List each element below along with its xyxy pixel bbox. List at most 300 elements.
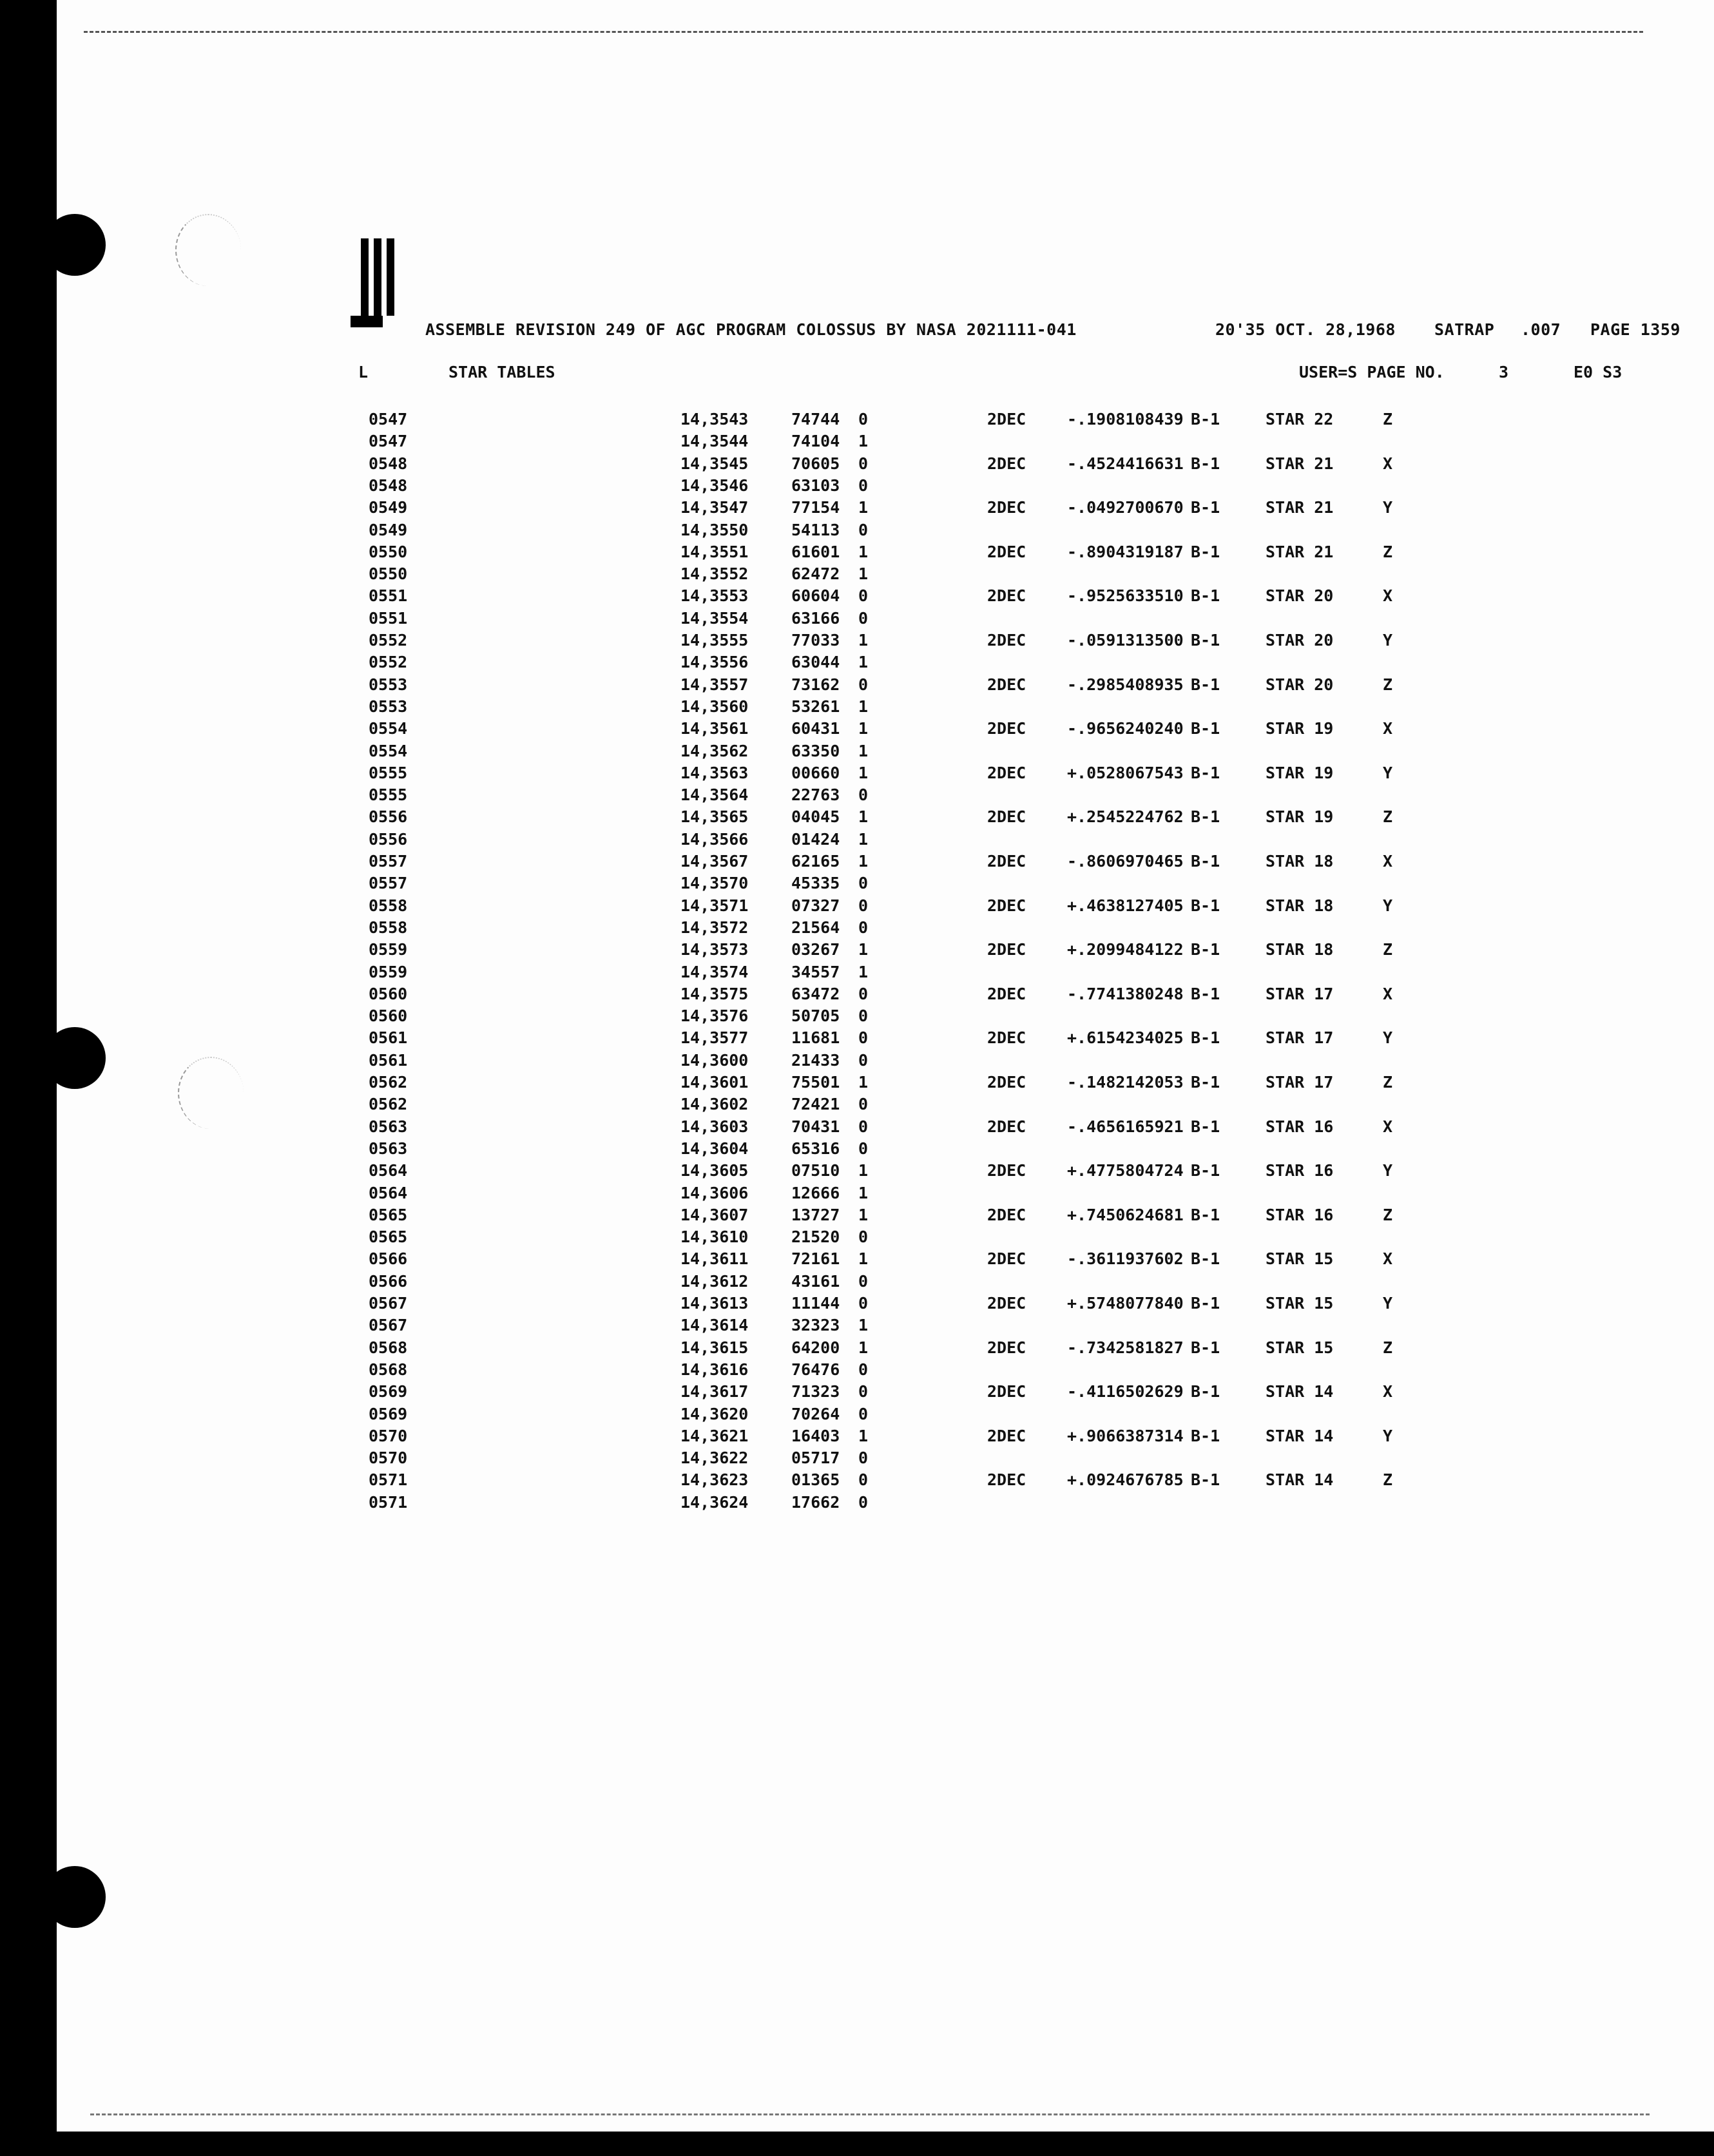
operand-value: +.6154234025 (1067, 1028, 1184, 1048)
axis-label: Y (1383, 896, 1393, 915)
operand-value: +.7450624681 (1067, 1205, 1184, 1224)
table-row (0, 963, 1714, 985)
table-row (0, 1117, 1714, 1139)
scale-factor: B-1 (1191, 1382, 1220, 1401)
parity-bit: 0 (858, 1050, 869, 1070)
line-number: 0551 (369, 608, 408, 628)
star-label: STAR 21 (1266, 454, 1334, 473)
scale-factor: B-1 (1191, 454, 1220, 473)
scale-factor: B-1 (1191, 852, 1220, 871)
bank-address: 14,3571 (680, 896, 749, 915)
operand-value: -.0591313500 (1067, 631, 1184, 650)
axis-label: X (1383, 852, 1393, 871)
table-row (0, 543, 1714, 564)
user-page-number: 3 (1499, 363, 1509, 381)
parity-bit: 0 (858, 896, 869, 915)
axis-label: Z (1383, 940, 1393, 959)
table-row (0, 697, 1714, 719)
table-row (0, 564, 1714, 586)
octal-word: 54113 (791, 520, 840, 539)
bank-address: 14,3624 (680, 1492, 749, 1512)
bank-address: 14,3564 (680, 785, 749, 805)
table-row (0, 1405, 1714, 1427)
parity-bit: 0 (858, 1227, 869, 1247)
operand-value: -.9525633510 (1067, 586, 1184, 606)
axis-label: Z (1383, 1073, 1393, 1092)
listing-header (425, 320, 1688, 346)
parity-bit: 0 (858, 1449, 869, 1468)
star-label: STAR 20 (1266, 631, 1334, 650)
line-number: 0571 (369, 1492, 408, 1512)
octal-word: 03267 (791, 940, 840, 959)
opcode: 2DEC (987, 1426, 1026, 1445)
star-label: STAR 14 (1266, 1426, 1334, 1445)
bank-address: 14,3601 (680, 1073, 749, 1092)
timestamp: 20'35 OCT. 28,1968 (1215, 320, 1396, 339)
punch-hole-icon (44, 1866, 106, 1928)
line-number: 0568 (369, 1360, 408, 1379)
line-number: 0555 (369, 763, 408, 782)
octal-word: 63472 (791, 984, 840, 1003)
opcode: 2DEC (987, 1338, 1026, 1357)
octal-word: 63103 (791, 476, 840, 495)
octal-word: 74104 (791, 432, 840, 451)
operand-value: -.4116502629 (1067, 1382, 1184, 1401)
table-row (0, 1382, 1714, 1404)
opcode: 2DEC (987, 984, 1026, 1003)
octal-word: 75501 (791, 1073, 840, 1092)
octal-word: 77154 (791, 498, 840, 517)
parity-bit: 1 (858, 807, 869, 827)
section-title: STAR TABLES (448, 363, 555, 381)
bank-address: 14,3620 (680, 1404, 749, 1423)
table-row (0, 742, 1714, 764)
scale-factor: B-1 (1191, 1161, 1220, 1180)
tractor-feed-edge-top (84, 31, 1643, 33)
octal-word: 63044 (791, 653, 840, 672)
axis-label: Z (1383, 410, 1393, 428)
assembly-title: ASSEMBLE REVISION 249 OF AGC PROGRAM COLOSSUS BY NASA 2021111-041 (425, 320, 1077, 339)
bank-address: 14,3573 (680, 940, 749, 959)
table-row (0, 1449, 1714, 1470)
bank-address: 14,3545 (680, 454, 749, 473)
axis-label: X (1383, 984, 1393, 1003)
parity-bit: 1 (858, 1426, 869, 1445)
parity-bit: 1 (858, 564, 869, 584)
line-number: 0563 (369, 1117, 408, 1136)
parity-bit: 1 (858, 1205, 869, 1224)
table-row (0, 1470, 1714, 1492)
line-number: 0569 (369, 1404, 408, 1423)
star-label: STAR 17 (1266, 1028, 1334, 1048)
operand-value: -.7741380248 (1067, 984, 1184, 1003)
octal-word: 11144 (791, 1294, 840, 1313)
bank-address: 14,3562 (680, 741, 749, 760)
octal-word: 72421 (791, 1095, 840, 1114)
opcode: 2DEC (987, 719, 1026, 738)
line-number: 0552 (369, 631, 408, 650)
parity-bit: 0 (858, 1006, 869, 1026)
scale-factor: B-1 (1191, 1426, 1220, 1445)
parity-bit: 1 (858, 432, 869, 451)
table-row (0, 1006, 1714, 1028)
table-row (0, 940, 1714, 962)
line-number: 0548 (369, 476, 408, 495)
octal-word: 74744 (791, 410, 840, 428)
line-number: 0565 (369, 1227, 408, 1247)
table-row (0, 785, 1714, 807)
table-row (0, 498, 1714, 520)
scale-factor: B-1 (1191, 586, 1220, 606)
bank-address: 14,3543 (680, 410, 749, 428)
axis-label: X (1383, 586, 1393, 606)
table-row (0, 631, 1714, 653)
line-number: 0570 (369, 1426, 408, 1445)
table-row (0, 410, 1714, 432)
line-number: 0555 (369, 785, 408, 805)
parity-bit: 1 (858, 631, 869, 650)
line-number: 0547 (369, 432, 408, 451)
user-page-label: USER=S PAGE NO. (1299, 363, 1445, 381)
octal-word: 77033 (791, 631, 840, 650)
operand-value: +.5748077840 (1067, 1294, 1184, 1313)
table-row (0, 1249, 1714, 1271)
octal-word: 64200 (791, 1338, 840, 1357)
line-number: 0560 (369, 984, 408, 1003)
bank-address: 14,3551 (680, 542, 749, 561)
parity-bit: 0 (858, 984, 869, 1003)
bank-address: 14,3621 (680, 1426, 749, 1445)
parity-bit: 1 (858, 719, 869, 738)
bank-address: 14,3606 (680, 1183, 749, 1202)
bank-address: 14,3555 (680, 631, 749, 650)
parity-bit: 1 (858, 1316, 869, 1335)
star-label: STAR 20 (1266, 675, 1334, 694)
operand-value: -.3611937602 (1067, 1249, 1184, 1269)
octal-word: 21520 (791, 1227, 840, 1247)
header-flag: GAP (351, 316, 383, 327)
octal-word: 34557 (791, 962, 840, 981)
parity-bit: 0 (858, 586, 869, 606)
parity-bit: 1 (858, 1073, 869, 1092)
parity-bit: 1 (858, 962, 869, 981)
parity-bit: 1 (858, 1338, 869, 1357)
opcode: 2DEC (987, 542, 1026, 561)
opcode: 2DEC (987, 807, 1026, 827)
parity-bit: 1 (858, 940, 869, 959)
bank-address: 14,3560 (680, 697, 749, 716)
line-number: 0547 (369, 410, 408, 428)
line-number: 0549 (369, 520, 408, 539)
parity-bit: 0 (858, 608, 869, 628)
marker-bar-icon (361, 238, 369, 316)
table-row (0, 807, 1714, 829)
table-row (0, 432, 1714, 454)
line-number: 0564 (369, 1183, 408, 1202)
star-label: STAR 19 (1266, 807, 1334, 827)
line-number: 0562 (369, 1073, 408, 1092)
operand-value: +.4638127405 (1067, 896, 1184, 915)
parity-bit: 0 (858, 1271, 869, 1291)
octal-word: 43161 (791, 1271, 840, 1291)
octal-word: 72161 (791, 1249, 840, 1269)
axis-label: X (1383, 1117, 1393, 1136)
table-row (0, 1206, 1714, 1227)
section-tail: E0 S3 (1574, 363, 1623, 381)
table-row (0, 1184, 1714, 1206)
scale-factor: B-1 (1191, 1073, 1220, 1092)
bank-address: 14,3572 (680, 918, 749, 937)
octal-word: 63166 (791, 608, 840, 628)
table-row (0, 874, 1714, 896)
operand-value: +.0924676785 (1067, 1470, 1184, 1490)
octal-word: 17662 (791, 1492, 840, 1512)
line-number: 0559 (369, 940, 408, 959)
line-number: 0551 (369, 586, 408, 606)
parity-bit: 0 (858, 1360, 869, 1379)
line-number: 0568 (369, 1338, 408, 1357)
octal-word: 71323 (791, 1382, 840, 1401)
parity-bit: 1 (858, 1249, 869, 1269)
line-number: 0548 (369, 454, 408, 473)
octal-word: 62165 (791, 852, 840, 871)
parity-bit: 0 (858, 1294, 869, 1313)
operand-value: -.8904319187 (1067, 542, 1184, 561)
bank-address: 14,3616 (680, 1360, 749, 1379)
table-row (0, 1095, 1714, 1117)
octal-word: 70431 (791, 1117, 840, 1136)
parity-bit: 0 (858, 1095, 869, 1114)
bank-address: 14,3604 (680, 1139, 749, 1158)
table-row (0, 1360, 1714, 1382)
table-row (0, 1227, 1714, 1249)
line-number: 0564 (369, 1161, 408, 1180)
line-number: 0566 (369, 1249, 408, 1269)
line-number: 0565 (369, 1205, 408, 1224)
table-row (0, 454, 1714, 476)
page-number: PAGE 1359 (1590, 320, 1680, 339)
bank-address: 14,3576 (680, 1006, 749, 1026)
line-number: 0559 (369, 962, 408, 981)
table-row (0, 1139, 1714, 1161)
parity-bit: 1 (858, 1161, 869, 1180)
parity-bit: 0 (858, 675, 869, 694)
octal-word: 73162 (791, 675, 840, 694)
table-row (0, 1161, 1714, 1183)
scale-factor: B-1 (1191, 675, 1220, 694)
octal-word: 11681 (791, 1028, 840, 1048)
bank-address: 14,3552 (680, 564, 749, 584)
table-row (0, 918, 1714, 940)
axis-label: X (1383, 1249, 1393, 1269)
star-label: STAR 15 (1266, 1249, 1334, 1269)
bank-address: 14,3563 (680, 763, 749, 782)
table-row (0, 1338, 1714, 1360)
scale-factor: B-1 (1191, 1338, 1220, 1357)
axis-label: Z (1383, 542, 1393, 561)
star-label: STAR 21 (1266, 498, 1334, 517)
star-label: STAR 19 (1266, 763, 1334, 782)
axis-label: Z (1383, 1205, 1393, 1224)
operand-value: -.9656240240 (1067, 719, 1184, 738)
parity-bit: 0 (858, 1470, 869, 1490)
tractor-feed-edge-bottom (90, 2113, 1650, 2115)
opcode: 2DEC (987, 1161, 1026, 1180)
opcode: 2DEC (987, 1249, 1026, 1269)
table-row (0, 896, 1714, 918)
table-row (0, 586, 1714, 608)
scale-factor: B-1 (1191, 896, 1220, 915)
octal-word: 45335 (791, 874, 840, 893)
parity-bit: 1 (858, 542, 869, 561)
parity-bit: 0 (858, 520, 869, 539)
operand-value: -.1908108439 (1067, 410, 1184, 428)
scale-factor: B-1 (1191, 807, 1220, 827)
star-label: STAR 19 (1266, 719, 1334, 738)
table-row (0, 653, 1714, 675)
operand-value: -.4524416631 (1067, 454, 1184, 473)
star-label: STAR 16 (1266, 1117, 1334, 1136)
table-row (0, 1427, 1714, 1449)
bank-address: 14,3623 (680, 1470, 749, 1490)
operand-value: +.4775804724 (1067, 1161, 1184, 1180)
table-row (0, 1028, 1714, 1050)
scale-factor: B-1 (1191, 1028, 1220, 1048)
marker-bar-icon (374, 238, 381, 316)
marker-bar-icon (387, 238, 394, 316)
operand-value: +.2545224762 (1067, 807, 1184, 827)
parity-bit: 1 (858, 741, 869, 760)
bank-address: 14,3613 (680, 1294, 749, 1313)
octal-word: 50705 (791, 1006, 840, 1026)
octal-word: 21433 (791, 1050, 840, 1070)
opcode: 2DEC (987, 410, 1026, 428)
table-row (0, 985, 1714, 1006)
line-number: 0570 (369, 1449, 408, 1468)
octal-word: 60604 (791, 586, 840, 606)
star-label: STAR 14 (1266, 1382, 1334, 1401)
line-number: 0550 (369, 564, 408, 584)
star-label: STAR 14 (1266, 1470, 1334, 1490)
bank-address: 14,3565 (680, 807, 749, 827)
scale-factor: B-1 (1191, 1249, 1220, 1269)
axis-label: Z (1383, 1338, 1393, 1357)
scale-factor: B-1 (1191, 631, 1220, 650)
scale-factor: B-1 (1191, 1205, 1220, 1224)
line-number: 0553 (369, 675, 408, 694)
operand-value: -.1482142053 (1067, 1073, 1184, 1092)
parity-bit: 0 (858, 1028, 869, 1048)
table-row (0, 1272, 1714, 1294)
octal-word: 05717 (791, 1449, 840, 1468)
line-number: 0553 (369, 697, 408, 716)
line-number: 0569 (369, 1382, 408, 1401)
line-number: 0556 (369, 807, 408, 827)
bank-address: 14,3615 (680, 1338, 749, 1357)
octal-word: 01424 (791, 829, 840, 849)
line-number: 0557 (369, 852, 408, 871)
star-label: STAR 15 (1266, 1294, 1334, 1313)
bank-address: 14,3611 (680, 1249, 749, 1269)
octal-word: 32323 (791, 1316, 840, 1335)
table-row (0, 852, 1714, 874)
line-number: 0562 (369, 1095, 408, 1114)
bank-address: 14,3557 (680, 675, 749, 694)
octal-word: 07510 (791, 1161, 840, 1180)
axis-label: X (1383, 454, 1393, 473)
operand-value: +.0528067543 (1067, 763, 1184, 782)
bank-address: 14,3567 (680, 852, 749, 871)
punch-hole-shadow (175, 214, 241, 286)
scale-factor: B-1 (1191, 410, 1220, 428)
axis-label: Y (1383, 763, 1393, 782)
parity-bit: 0 (858, 1117, 869, 1136)
line-number: 0558 (369, 918, 408, 937)
line-number: 0550 (369, 542, 408, 561)
axis-label: Y (1383, 1294, 1393, 1313)
bank-address: 14,3602 (680, 1095, 749, 1114)
table-row (0, 1316, 1714, 1338)
octal-word: 04045 (791, 807, 840, 827)
octal-word: 16403 (791, 1426, 840, 1445)
bank-address: 14,3605 (680, 1161, 749, 1180)
axis-label: Z (1383, 1470, 1393, 1490)
axis-label: Y (1383, 1426, 1393, 1445)
scale-factor: B-1 (1191, 719, 1220, 738)
star-label: STAR 16 (1266, 1205, 1334, 1224)
opcode: 2DEC (987, 454, 1026, 473)
line-number: 0561 (369, 1028, 408, 1048)
operand-value: -.8606970465 (1067, 852, 1184, 871)
opcode: 2DEC (987, 586, 1026, 606)
opcode: 2DEC (987, 631, 1026, 650)
line-number: 0567 (369, 1316, 408, 1335)
octal-word: 62472 (791, 564, 840, 584)
line-number: 0554 (369, 741, 408, 760)
star-label: STAR 20 (1266, 586, 1334, 606)
operand-value: +.9066387314 (1067, 1426, 1184, 1445)
axis-label: Y (1383, 1028, 1393, 1048)
bank-address: 14,3607 (680, 1205, 749, 1224)
bank-address: 14,3575 (680, 984, 749, 1003)
opcode: 2DEC (987, 852, 1026, 871)
star-label: STAR 16 (1266, 1161, 1334, 1180)
star-label: STAR 17 (1266, 984, 1334, 1003)
axis-label: Y (1383, 631, 1393, 650)
star-label: STAR 15 (1266, 1338, 1334, 1357)
opcode: 2DEC (987, 940, 1026, 959)
scale-factor: B-1 (1191, 940, 1220, 959)
opcode: 2DEC (987, 763, 1026, 782)
scale-factor: B-1 (1191, 984, 1220, 1003)
octal-word: 01365 (791, 1470, 840, 1490)
parity-bit: 0 (858, 454, 869, 473)
listing-type: L (358, 363, 369, 381)
octal-word: 61601 (791, 542, 840, 561)
line-number: 0566 (369, 1271, 408, 1291)
bank-address: 14,3577 (680, 1028, 749, 1048)
bank-address: 14,3556 (680, 653, 749, 672)
bank-address: 14,3544 (680, 432, 749, 451)
bank-address: 14,3610 (680, 1227, 749, 1247)
table-row (0, 521, 1714, 543)
scale-factor: B-1 (1191, 498, 1220, 517)
bank-address: 14,3546 (680, 476, 749, 495)
axis-label: Z (1383, 807, 1393, 827)
bank-address: 14,3600 (680, 1050, 749, 1070)
opcode: 2DEC (987, 896, 1026, 915)
octal-word: 13727 (791, 1205, 840, 1224)
